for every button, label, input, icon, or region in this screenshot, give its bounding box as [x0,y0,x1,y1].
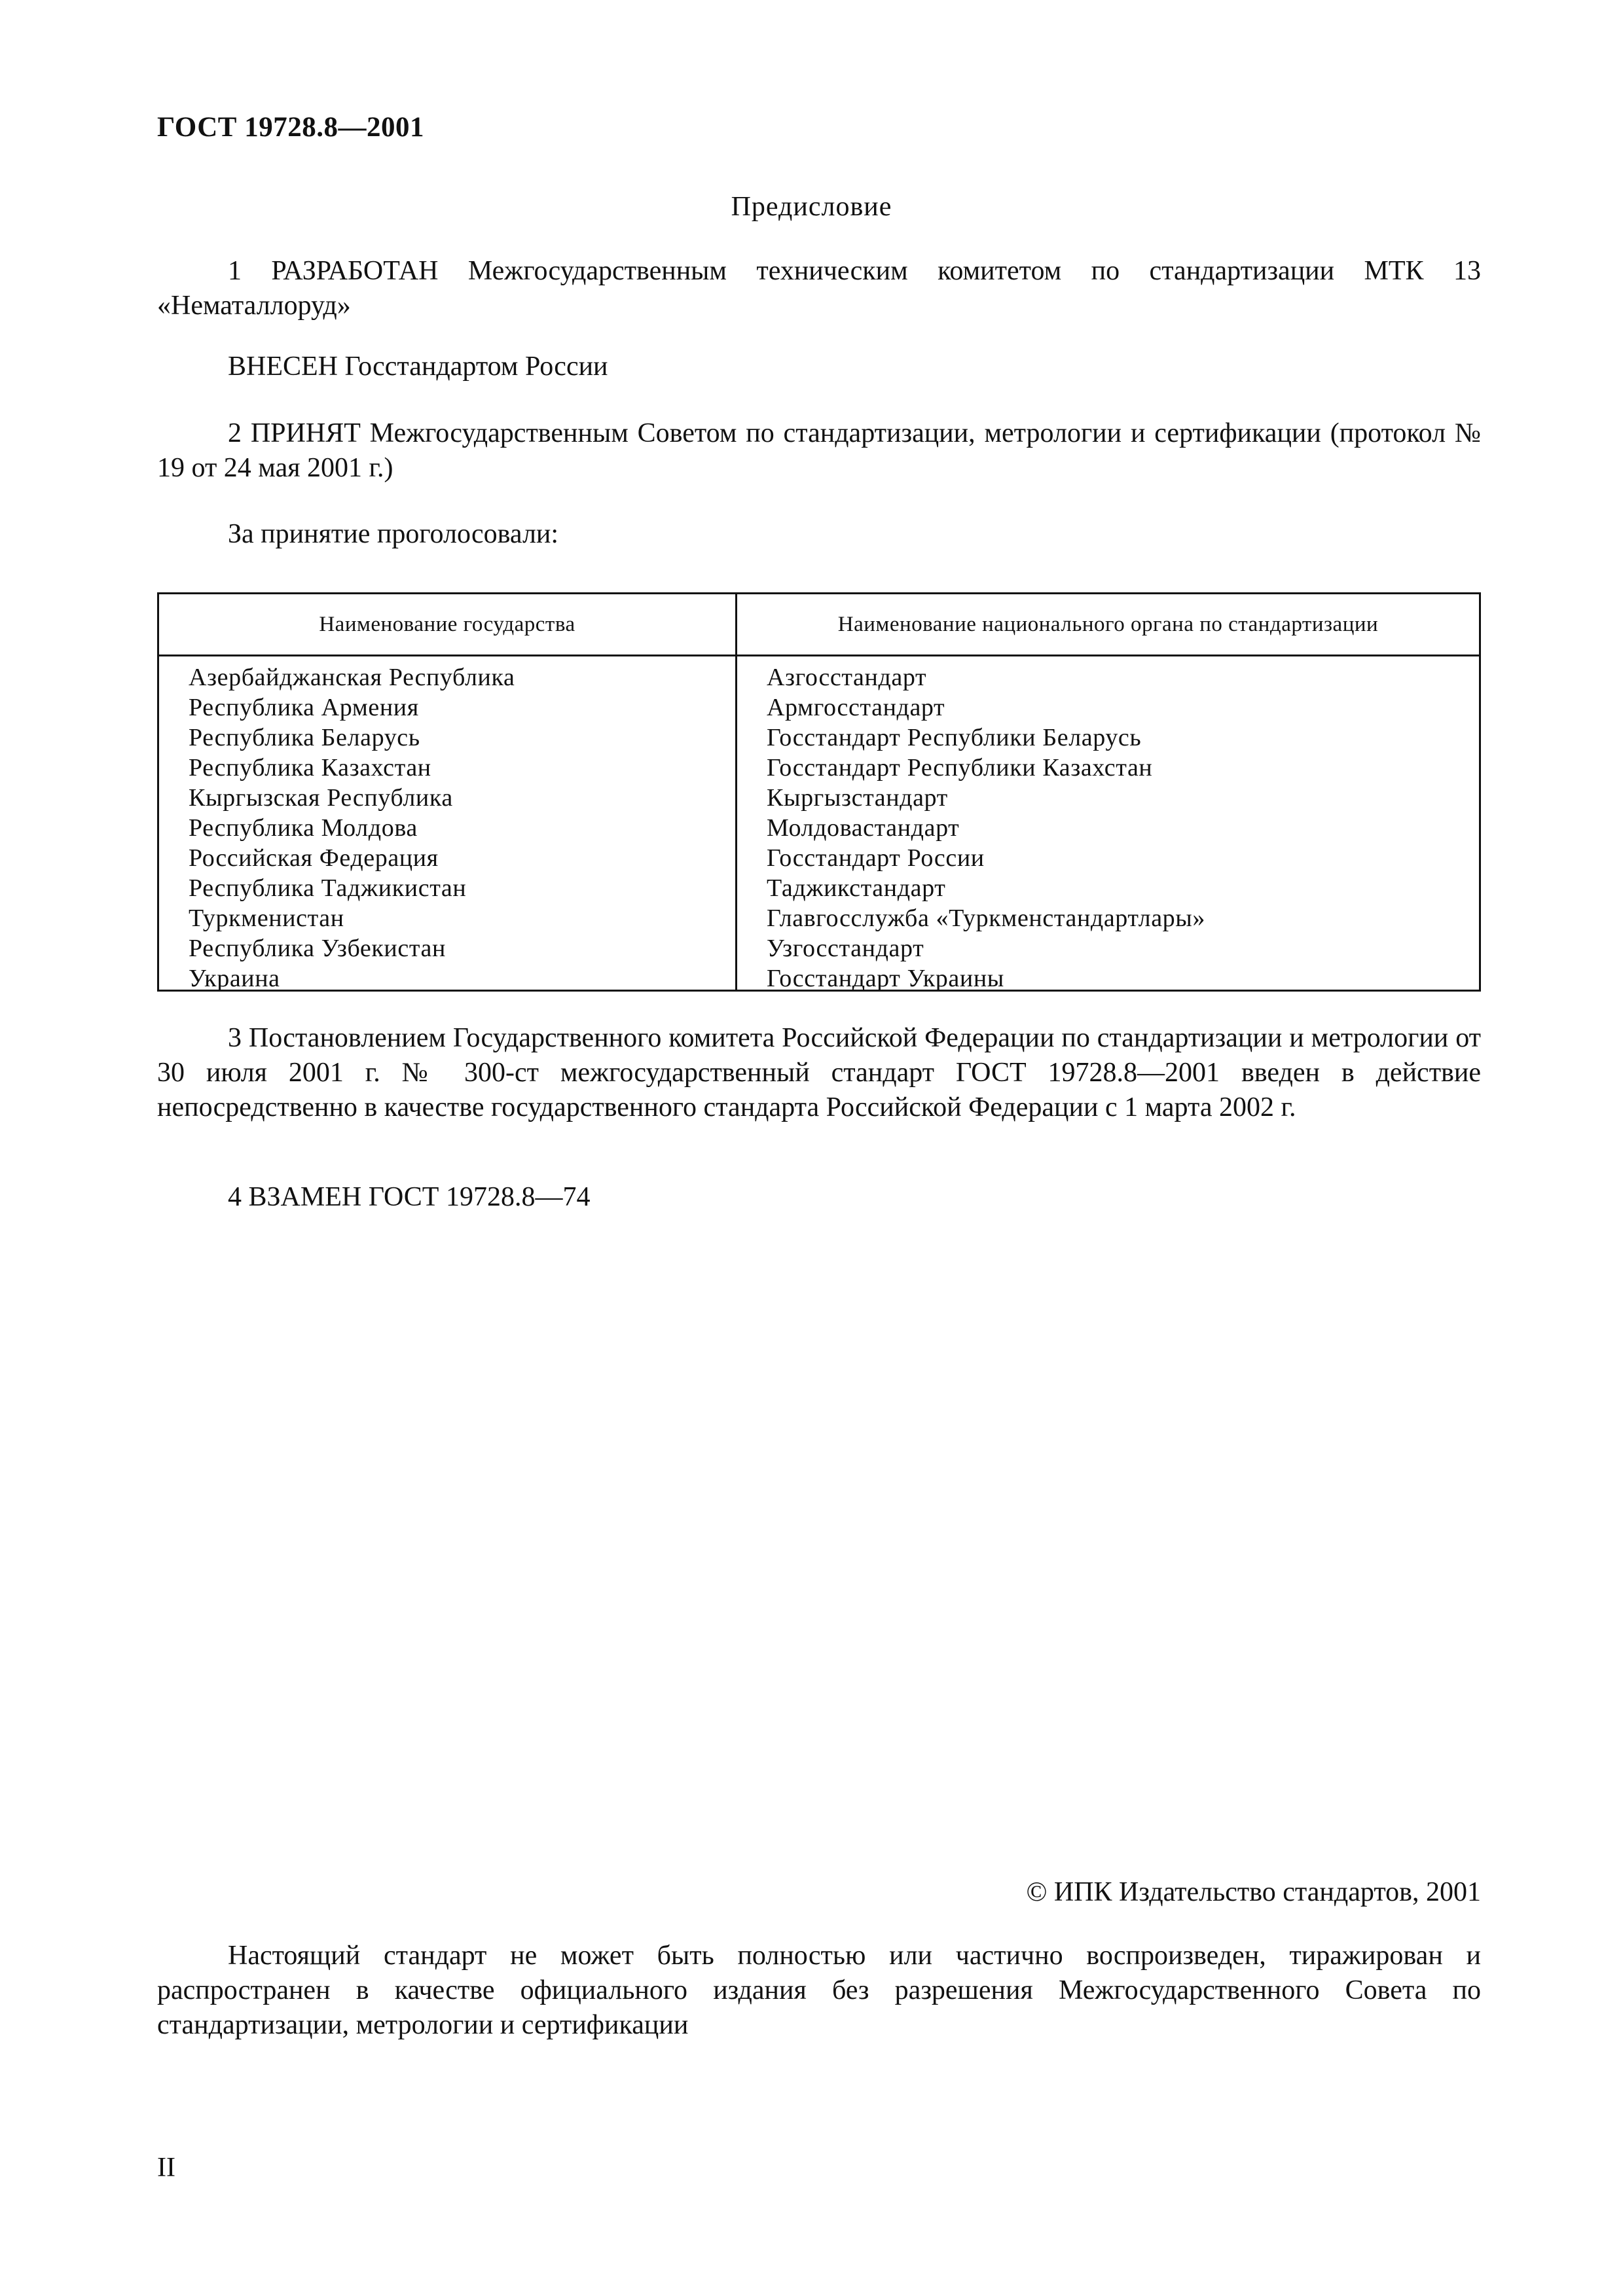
paragraph-adopted-by: 2 ПРИНЯТ Межгосударственным Советом по стандартизации, метрологии и сертификации (протокол № 19 от 24 мая 2001 г.) [157,418,1481,483]
table-row [159,723,1479,753]
table-cell-national-body: Молдовастандарт [767,814,960,842]
table-cell-state: Республика Молдова [189,814,418,842]
table-cell-national-body: Таджикстандарт [767,874,946,902]
table-cell-state: Украина [189,965,280,992]
table-row [159,843,1479,873]
table-cell-state: Республика Таджикистан [189,874,467,902]
table-cell-national-body: Госстандарт России [767,844,985,872]
table-row [159,813,1479,843]
table-row [159,753,1479,783]
table-cell-national-body: Азгосстандарт [767,664,927,691]
table-cell-state: Республика Беларусь [189,724,420,751]
table-row [159,783,1479,813]
table-cell-national-body: Узгосстандарт [767,935,924,962]
table-cell-state: Республика Армения [189,694,419,721]
table-cell-state: Азербайджанская Республика [189,664,515,691]
table-cell-state: Российская Федерация [189,844,439,872]
table-row [159,873,1479,903]
voters-label: За принятие проголосовали: [228,519,559,549]
paragraph-resolution: 3 Постановлением Государственного комитета Российской Федерации по стандартизации и метрологии от 30 июля 2001 г. № 300-ст межгосударственный стандарт ГОСТ 19728.8—2001 введен в действие непосредственно в качестве государственного стандарта Российской Федерации с 1 марта 2002 г. [157,1023,1481,1122]
paragraph-introduced-by: ВНЕСЕН Госстандартом России [228,351,608,382]
table-header-state: Наименование государства [319,612,575,636]
table-header-national-body: Наименование национального органа по стандартизации [837,612,1379,636]
table-body [159,662,1479,994]
table-cell-national-body: Госстандарт Республики Беларусь [767,724,1142,751]
table-row [159,692,1479,723]
table-cell-national-body: Госстандарт Украины [767,965,1004,992]
table-cell-state: Республика Узбекистан [189,935,446,962]
reproduction-notice: Настоящий стандарт не может быть полностью или частично воспроизведен, тиражирован и распространен в качестве официального издания без разрешения Межгосударственного Совета по стандартизации, метрологии и сертификации [157,1941,1481,2040]
table-cell-state: Кыргызская Республика [189,784,453,812]
paragraph-replaces: 4 ВЗАМЕН ГОСТ 19728.8—74 [228,1182,591,1212]
table-cell-state: Республика Казахстан [189,754,431,781]
table-header-divider [159,655,1479,656]
voting-states-table [157,592,1481,992]
table-row [159,963,1479,994]
table-row [159,933,1479,963]
paragraph-developed-by: 1 РАЗРАБОТАН Межгосударственным техническим комитетом по стандартизации МТК 13 «Нематаллоруд» [157,256,1481,321]
table-row [159,903,1479,933]
table-cell-national-body: Госстандарт Республики Казахстан [767,754,1153,781]
standard-code-header: ГОСТ 19728.8—2001 [157,112,424,143]
table-row [159,662,1479,692]
page-title: Предисловие [731,192,892,222]
table-cell-national-body: Кыргызстандарт [767,784,948,812]
copyright-line: © ИПК Издательство стандартов, 2001 [1026,1877,1481,1907]
table-cell-national-body: Армгосстандарт [767,694,945,721]
page-number: II [157,2153,175,2183]
table-cell-national-body: Главгосслужба «Туркменстандартлары» [767,905,1206,932]
table-cell-state: Туркменистан [189,905,344,932]
